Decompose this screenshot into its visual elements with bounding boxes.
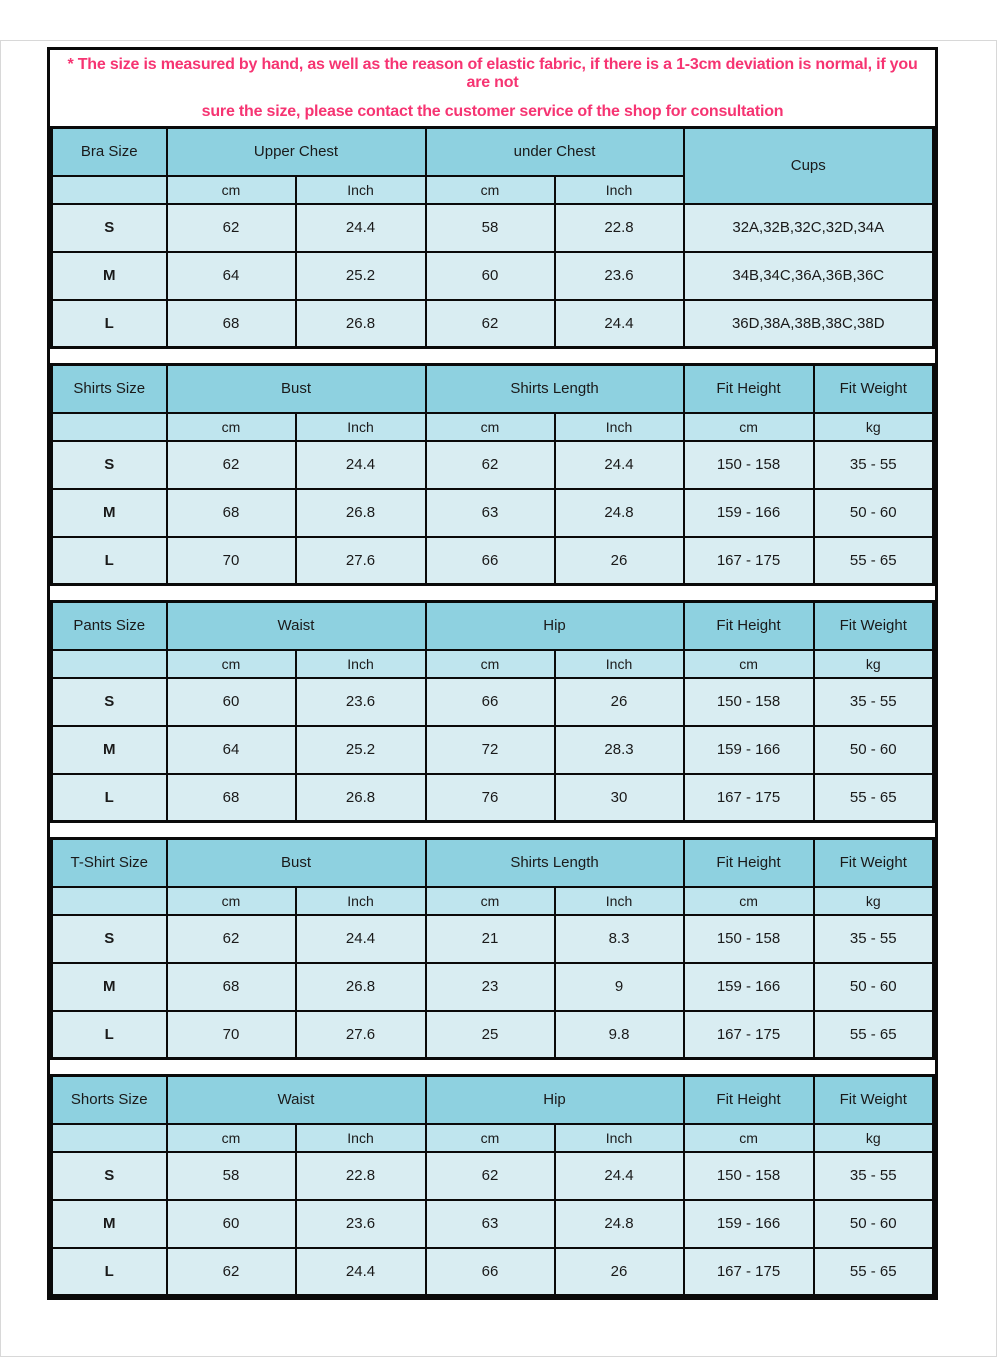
disclaimer-line-2: sure the size, please contact the customer service of the shop for consultation xyxy=(201,102,784,120)
column-group-header: Waist xyxy=(167,1076,426,1124)
value-cell: 60 xyxy=(167,678,296,726)
value-cell: 26 xyxy=(555,1248,684,1296)
value-cell: 24.4 xyxy=(296,204,426,252)
value-cell: 28.3 xyxy=(555,726,684,774)
table-header-row xyxy=(52,839,934,887)
column-group-header: Fit Height xyxy=(684,602,814,650)
size-cell: L xyxy=(52,1011,167,1059)
value-cell: 34B,34C,36A,36B,36C xyxy=(684,252,934,300)
value-cell: 26 xyxy=(555,537,684,585)
table-header-row xyxy=(52,1076,934,1124)
value-cell: 76 xyxy=(426,774,555,822)
unit-header: cm xyxy=(167,887,296,915)
shorts-size-table xyxy=(50,1074,935,1297)
value-cell: 23.6 xyxy=(555,252,684,300)
size-cell: M xyxy=(52,963,167,1011)
value-cell: 50 - 60 xyxy=(814,726,934,774)
value-cell: 36D,38A,38B,38C,38D xyxy=(684,300,934,348)
value-cell: 25 xyxy=(426,1011,555,1059)
table-row xyxy=(52,1248,934,1296)
value-cell: 55 - 65 xyxy=(814,1248,934,1296)
value-cell: 22.8 xyxy=(296,1152,426,1200)
t-shirt-size-table xyxy=(50,837,935,1060)
value-cell: 24.4 xyxy=(555,300,684,348)
value-cell: 159 - 166 xyxy=(684,963,814,1011)
value-cell: 167 - 175 xyxy=(684,1011,814,1059)
value-cell: 150 - 158 xyxy=(684,678,814,726)
column-group-header: Fit Weight xyxy=(814,602,934,650)
value-cell: 63 xyxy=(426,1200,555,1248)
table-title-cell: Bra Size xyxy=(52,128,167,176)
value-cell: 58 xyxy=(167,1152,296,1200)
value-cell: 70 xyxy=(167,537,296,585)
column-group-header: Bust xyxy=(167,365,426,413)
size-cell: S xyxy=(52,915,167,963)
unit-header-row xyxy=(52,887,934,915)
column-group-header: Hip xyxy=(426,602,684,650)
value-cell: 25.2 xyxy=(296,252,426,300)
unit-header: cm xyxy=(167,650,296,678)
table-row xyxy=(52,252,934,300)
value-cell: 62 xyxy=(167,1248,296,1296)
value-cell: 66 xyxy=(426,537,555,585)
unit-header: Inch xyxy=(555,1124,684,1152)
table-row xyxy=(52,1152,934,1200)
value-cell: 22.8 xyxy=(555,204,684,252)
value-cell: 159 - 166 xyxy=(684,1200,814,1248)
unit-header: kg xyxy=(814,413,934,441)
value-cell: 50 - 60 xyxy=(814,963,934,1011)
value-cell: 62 xyxy=(426,300,555,348)
value-cell: 24.4 xyxy=(555,1152,684,1200)
value-cell: 8.3 xyxy=(555,915,684,963)
table-header-row xyxy=(52,365,934,413)
column-group-header: Cups xyxy=(684,128,934,204)
bra-size-table xyxy=(50,126,935,349)
column-group-header: Fit Weight xyxy=(814,839,934,887)
unit-header: Inch xyxy=(296,887,426,915)
value-cell: 26.8 xyxy=(296,774,426,822)
value-cell: 150 - 158 xyxy=(684,1152,814,1200)
value-cell: 23.6 xyxy=(296,678,426,726)
value-cell: 167 - 175 xyxy=(684,1248,814,1296)
value-cell: 24.4 xyxy=(296,1248,426,1296)
table-row xyxy=(52,204,934,252)
size-cell: M xyxy=(52,726,167,774)
table-row xyxy=(52,1011,934,1059)
value-cell: 62 xyxy=(426,1152,555,1200)
value-cell: 62 xyxy=(426,441,555,489)
size-cell: S xyxy=(52,678,167,726)
value-cell: 68 xyxy=(167,774,296,822)
value-cell: 50 - 60 xyxy=(814,1200,934,1248)
size-cell: M xyxy=(52,489,167,537)
value-cell: 26 xyxy=(555,678,684,726)
column-group-header: Fit Weight xyxy=(814,365,934,413)
unit-header: kg xyxy=(814,1124,934,1152)
value-cell: 66 xyxy=(426,1248,555,1296)
value-cell: 159 - 166 xyxy=(684,489,814,537)
value-cell: 60 xyxy=(167,1200,296,1248)
column-group-header: Waist xyxy=(167,602,426,650)
value-cell: 150 - 158 xyxy=(684,915,814,963)
value-cell: 26.8 xyxy=(296,300,426,348)
blank-cell xyxy=(52,650,167,678)
unit-header: Inch xyxy=(555,650,684,678)
value-cell: 23 xyxy=(426,963,555,1011)
size-cell: S xyxy=(52,441,167,489)
column-group-header: Upper Chest xyxy=(167,128,426,176)
unit-header: Inch xyxy=(555,176,684,204)
unit-header-row xyxy=(52,413,934,441)
unit-header: cm xyxy=(684,650,814,678)
value-cell: 21 xyxy=(426,915,555,963)
column-group-header: under Chest xyxy=(426,128,684,176)
table-title-cell: Shirts Size xyxy=(52,365,167,413)
unit-header: cm xyxy=(426,413,555,441)
value-cell: 35 - 55 xyxy=(814,678,934,726)
value-cell: 50 - 60 xyxy=(814,489,934,537)
table-title-cell: Shorts Size xyxy=(52,1076,167,1124)
value-cell: 55 - 65 xyxy=(814,1011,934,1059)
value-cell: 66 xyxy=(426,678,555,726)
value-cell: 26.8 xyxy=(296,489,426,537)
shirts-size-table xyxy=(50,363,935,586)
column-group-header: Shirts Length xyxy=(426,365,684,413)
value-cell: 35 - 55 xyxy=(814,1152,934,1200)
value-cell: 62 xyxy=(167,204,296,252)
column-group-header: Fit Height xyxy=(684,839,814,887)
unit-header: Inch xyxy=(296,650,426,678)
unit-header: kg xyxy=(814,887,934,915)
value-cell: 35 - 55 xyxy=(814,441,934,489)
value-cell: 26.8 xyxy=(296,963,426,1011)
value-cell: 24.4 xyxy=(296,915,426,963)
value-cell: 60 xyxy=(426,252,555,300)
value-cell: 72 xyxy=(426,726,555,774)
unit-header: cm xyxy=(167,413,296,441)
size-disclaimer xyxy=(50,50,935,126)
unit-header: cm xyxy=(426,650,555,678)
unit-header: cm xyxy=(167,176,296,204)
table-row xyxy=(52,726,934,774)
size-chart-panel xyxy=(47,47,938,1300)
unit-header: Inch xyxy=(555,413,684,441)
table-row xyxy=(52,537,934,585)
blank-cell xyxy=(52,176,167,204)
size-cell: S xyxy=(52,204,167,252)
blank-cell xyxy=(52,413,167,441)
value-cell: 32A,32B,32C,32D,34A xyxy=(684,204,934,252)
table-row xyxy=(52,774,934,822)
size-cell: M xyxy=(52,252,167,300)
value-cell: 24.8 xyxy=(555,489,684,537)
value-cell: 63 xyxy=(426,489,555,537)
value-cell: 64 xyxy=(167,252,296,300)
value-cell: 64 xyxy=(167,726,296,774)
value-cell: 70 xyxy=(167,1011,296,1059)
value-cell: 58 xyxy=(426,204,555,252)
blank-cell xyxy=(52,887,167,915)
table-row xyxy=(52,1200,934,1248)
size-cell: M xyxy=(52,1200,167,1248)
column-group-header: Fit Weight xyxy=(814,1076,934,1124)
size-cell: L xyxy=(52,774,167,822)
size-cell: L xyxy=(52,300,167,348)
unit-header: cm xyxy=(684,1124,814,1152)
table-row xyxy=(52,300,934,348)
unit-header: cm xyxy=(684,413,814,441)
value-cell: 9 xyxy=(555,963,684,1011)
value-cell: 30 xyxy=(555,774,684,822)
table-header-row xyxy=(52,128,934,176)
unit-header: cm xyxy=(426,176,555,204)
value-cell: 9.8 xyxy=(555,1011,684,1059)
table-row xyxy=(52,915,934,963)
value-cell: 167 - 175 xyxy=(684,774,814,822)
unit-header-row xyxy=(52,650,934,678)
column-group-header: Shirts Length xyxy=(426,839,684,887)
size-cell: S xyxy=(52,1152,167,1200)
value-cell: 68 xyxy=(167,489,296,537)
table-row xyxy=(52,441,934,489)
table-row xyxy=(52,678,934,726)
value-cell: 27.6 xyxy=(296,1011,426,1059)
value-cell: 167 - 175 xyxy=(684,537,814,585)
size-cell: L xyxy=(52,1248,167,1296)
table-row xyxy=(52,489,934,537)
value-cell: 68 xyxy=(167,300,296,348)
value-cell: 159 - 166 xyxy=(684,726,814,774)
blank-cell xyxy=(52,1124,167,1152)
value-cell: 62 xyxy=(167,441,296,489)
value-cell: 24.8 xyxy=(555,1200,684,1248)
unit-header: kg xyxy=(814,650,934,678)
unit-header: Inch xyxy=(296,176,426,204)
value-cell: 62 xyxy=(167,915,296,963)
unit-header: Inch xyxy=(555,887,684,915)
value-cell: 150 - 158 xyxy=(684,441,814,489)
column-group-header: Bust xyxy=(167,839,426,887)
unit-header-row xyxy=(52,1124,934,1152)
table-row xyxy=(52,963,934,1011)
pants-size-table xyxy=(50,600,935,823)
unit-header: Inch xyxy=(296,1124,426,1152)
value-cell: 55 - 65 xyxy=(814,774,934,822)
unit-header: Inch xyxy=(296,413,426,441)
value-cell: 24.4 xyxy=(555,441,684,489)
table-header-row xyxy=(52,602,934,650)
value-cell: 25.2 xyxy=(296,726,426,774)
unit-header: cm xyxy=(426,1124,555,1152)
unit-header: cm xyxy=(167,1124,296,1152)
disclaimer-line-1: * The size is measured by hand, as well as the reason of elastic fabric, if there is a 1-3cm deviation is normal, if you are not xyxy=(67,55,918,91)
column-group-header: Fit Height xyxy=(684,1076,814,1124)
value-cell: 27.6 xyxy=(296,537,426,585)
unit-header: cm xyxy=(426,887,555,915)
value-cell: 23.6 xyxy=(296,1200,426,1248)
column-group-header: Hip xyxy=(426,1076,684,1124)
column-group-header: Fit Height xyxy=(684,365,814,413)
value-cell: 24.4 xyxy=(296,441,426,489)
value-cell: 55 - 65 xyxy=(814,537,934,585)
value-cell: 35 - 55 xyxy=(814,915,934,963)
unit-header: cm xyxy=(684,887,814,915)
size-cell: L xyxy=(52,537,167,585)
table-title-cell: T-Shirt Size xyxy=(52,839,167,887)
table-title-cell: Pants Size xyxy=(52,602,167,650)
value-cell: 68 xyxy=(167,963,296,1011)
